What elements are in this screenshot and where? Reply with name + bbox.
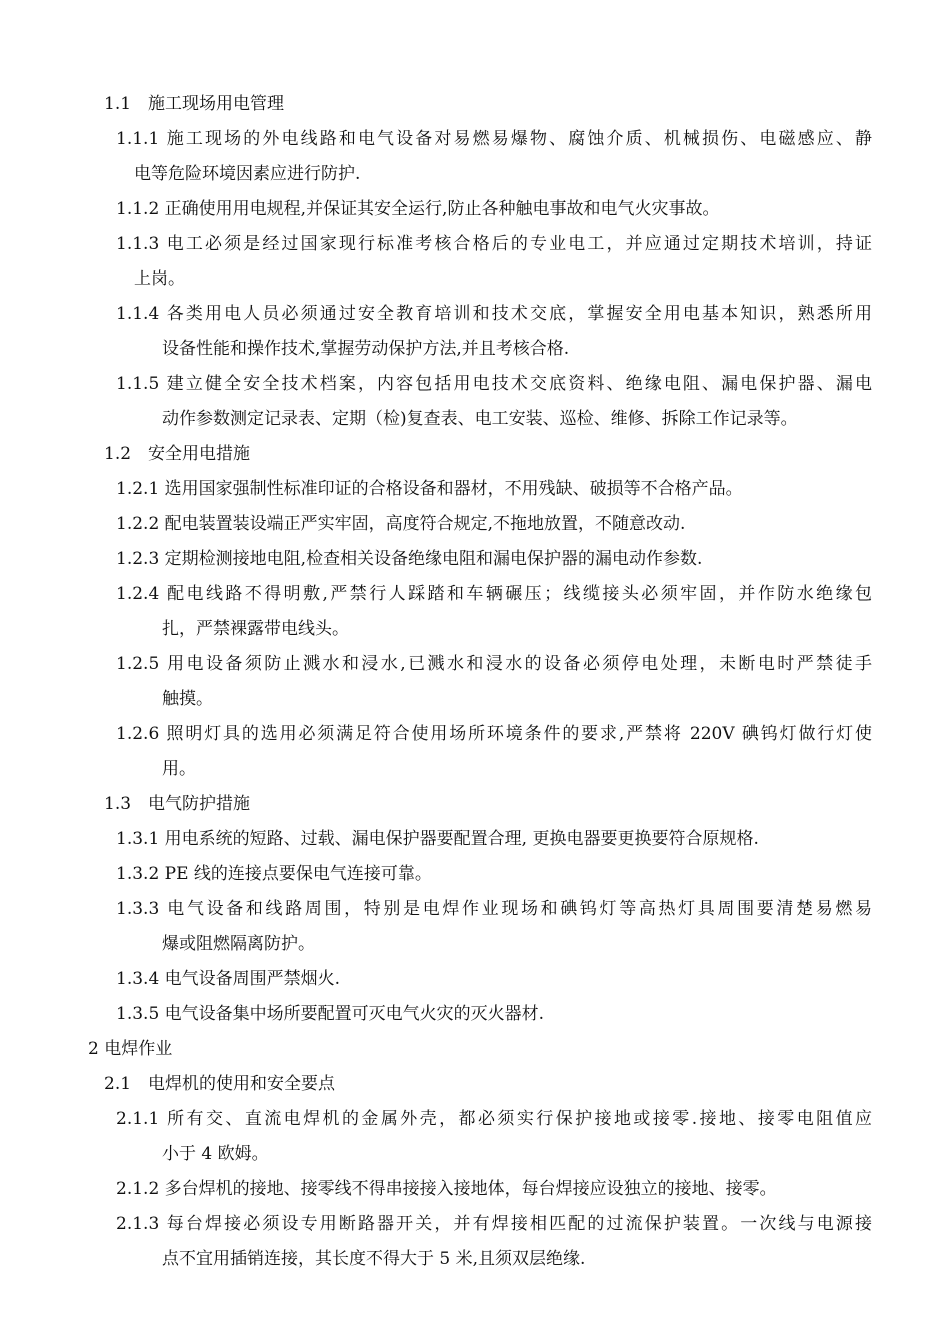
list-item: 1.3.4 电气设备周围严禁烟火. [116, 969, 341, 989]
list-item: 1.2.3 定期检测接地电阻,检查相关设备绝缘电阻和漏电保护器的漏电动作参数. [116, 549, 703, 569]
list-item: 1.3.1 用电系统的短路、过载、漏电保护器要配置合理, 更换电器要更换要符合原规格. [116, 829, 759, 849]
section-heading: 1.2 安全用电措施 [104, 444, 251, 464]
list-item: 1.1.3 电工必须是经过国家现行标准考核合格后的专业电工，并应通过定期技术培训，持证 [116, 234, 872, 254]
list-item: 1.1.4 各类用电人员必须通过安全教育培训和技术交底，掌握安全用电基本知识，熟悉所用 [116, 304, 872, 324]
chapter-heading: 2 电焊作业 [88, 1039, 173, 1059]
list-item: 1.2.6 照明灯具的选用必须满足符合使用场所环境条件的要求,严禁将 220V 碘钨灯做行灯使 [116, 724, 872, 744]
list-item-continuation: 扎，严禁裸露带电线头。 [162, 619, 349, 639]
list-item-continuation: 爆或阻燃隔离防护。 [162, 934, 315, 954]
list-item: 1.1.5 建立健全安全技术档案，内容包括用电技术交底资料、绝缘电阻、漏电保护器、漏电 [116, 374, 872, 394]
list-item: 2.1.2 多台焊机的接地、接零线不得串接接入接地体，每台焊接应设独立的接地、接零。 [116, 1179, 777, 1199]
list-item-continuation: 设备性能和操作技术,掌握劳动保护方法,并且考核合格. [162, 339, 570, 359]
list-item-continuation: 小于 4 欧姆。 [162, 1144, 269, 1164]
section-heading: 2.1 电焊机的使用和安全要点 [104, 1074, 336, 1094]
list-item: 1.2.5 用电设备须防止溅水和浸水,已溅水和浸水的设备必须停电处理，未断电时严禁徒手 [116, 654, 872, 674]
section-heading: 1.1 施工现场用电管理 [104, 94, 285, 114]
list-item-continuation: 动作参数测定记录表、定期（检)复查表、电工安装、巡检、维修、拆除工作记录等。 [162, 409, 798, 429]
list-item: 1.2.2 配电装置装设端正严实牢固，高度符合规定,不拖地放置，不随意改动. [116, 514, 686, 534]
list-item: 1.1.2 正确使用用电规程,并保证其安全运行,防止各种触电事故和电气火灾事故。 [116, 199, 720, 219]
list-item: 1.3.5 电气设备集中场所要配置可灭电气火灾的灭火器材. [116, 1004, 545, 1024]
list-item: 1.3.2 PE 线的连接点要保电气连接可靠。 [116, 864, 432, 884]
list-item: 2.1.1 所有交、直流电焊机的金属外壳，都必须实行保护接地或接零.接地、接零电阻值应 [116, 1109, 872, 1129]
list-item: 2.1.3 每台焊接必须设专用断路器开关，并有焊接相匹配的过流保护装置。一次线与电源接 [116, 1214, 872, 1234]
list-item: 1.3.3 电气设备和线路周围，特别是电焊作业现场和碘钨灯等高热灯具周围要清楚易燃易 [116, 899, 872, 919]
section-heading: 1.3 电气防护措施 [104, 794, 251, 814]
list-item-continuation: 点不宜用插销连接，其长度不得大于 5 米,且须双层绝缘. [162, 1249, 586, 1269]
list-item: 1.2.4 配电线路不得明敷,严禁行人踩踏和车辆碾压；线缆接头必须牢固，并作防水绝缘包 [116, 584, 872, 604]
list-item-continuation: 上岗。 [134, 269, 185, 289]
list-item-continuation: 电等危险环境因素应进行防护. [134, 164, 361, 184]
list-item-continuation: 用。 [162, 759, 196, 779]
list-item: 1.1.1 施工现场的外电线路和电气设备对易燃易爆物、腐蚀介质、机械损伤、电磁感应、静 [116, 129, 872, 149]
list-item: 1.2.1 选用国家强制性标准印证的合格设备和器材，不用残缺、破损等不合格产品。 [116, 479, 743, 499]
list-item-continuation: 触摸。 [162, 689, 213, 709]
